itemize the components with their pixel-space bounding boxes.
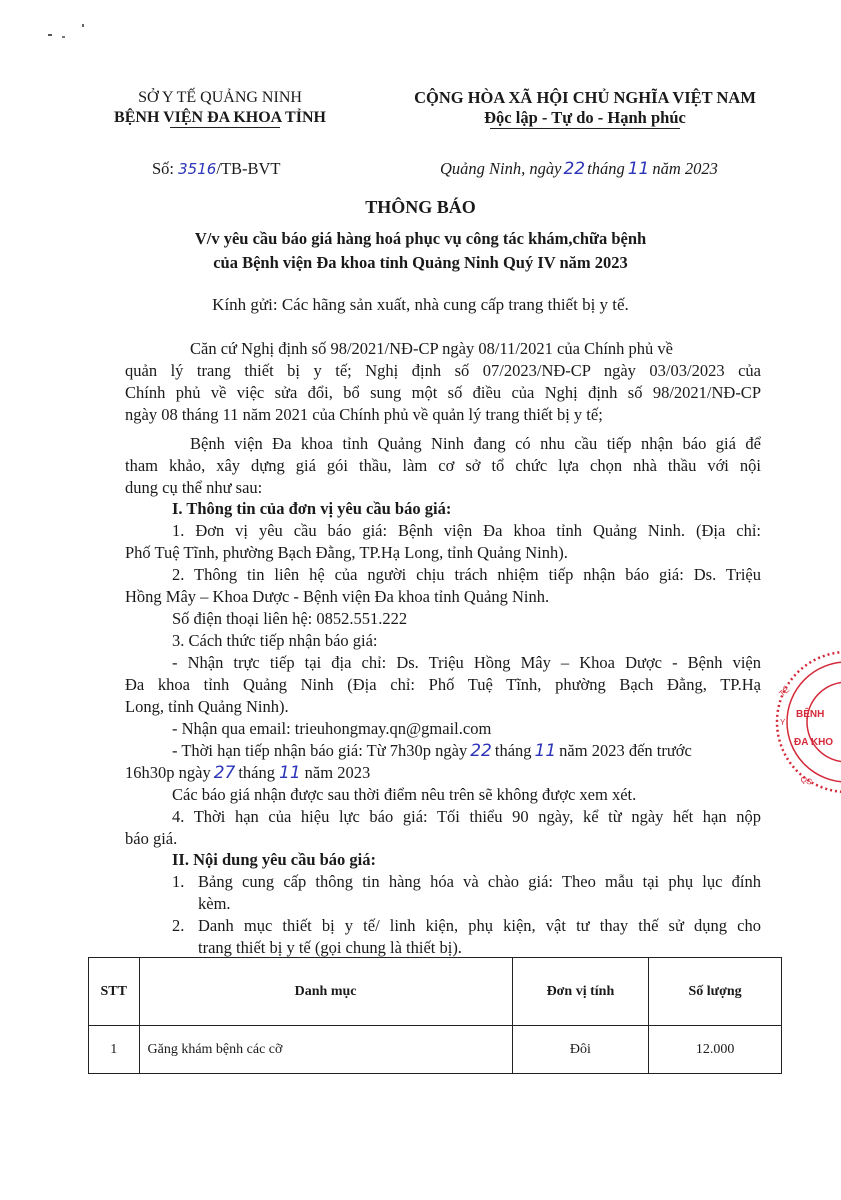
body-line: quản lý trang thiết bị y tế; Nghị định số 07/2023/NĐ-CP ngày 03/03/2023 của <box>125 361 761 380</box>
cell-item: Găng khám bệnh các cỡ <box>139 1026 512 1074</box>
body-line: trang thiết bị y tế (gọi chung là thiết bị). <box>198 938 462 957</box>
header-qty: Số lượng <box>649 958 782 1026</box>
header-unit: Đơn vị tính <box>512 958 648 1026</box>
body-line: Bảng cung cấp thông tin hàng hóa và chào giá: Theo mẫu tại phụ lục đính <box>198 872 761 891</box>
svg-text:QS: QS <box>799 774 814 787</box>
notice-subject-line2: của Bệnh viện Đa khoa tỉnh Quảng Ninh Quý IV năm 2023 <box>213 253 628 272</box>
body-line: ngày 08 tháng 11 năm 2021 của Chính phủ về quản lý trang thiết bị y tế; <box>125 405 603 424</box>
stamp-icon <box>770 647 841 797</box>
body-line: Danh mục thiết bị y tế/ linh kiện, phụ kiện, vật tư thay thế sử dụng cho <box>198 916 761 935</box>
deadline-line1: - Thời hạn tiếp nhận báo giá: Từ 7h30p ngày 22 tháng 11 năm 2023 đến trước <box>172 741 692 761</box>
body-line: kèm. <box>198 894 231 913</box>
scan-speck <box>82 24 84 27</box>
body-line: 2. Thông tin liên hệ của người chịu trách nhiệm tiếp nhận báo giá: Ds. Triệu <box>172 565 761 584</box>
date-line: Quảng Ninh, ngày 22 tháng 11 năm 2023 <box>440 159 718 179</box>
body-line: Chính phủ về việc sửa đổi, bổ sung một số điều của Nghị định số 98/2021/NĐ-CP <box>125 383 761 402</box>
body-line: báo giá. <box>125 829 178 848</box>
scan-speck <box>62 36 65 38</box>
body-line: Bệnh viện Đa khoa tỉnh Quảng Ninh đang có nhu cầu tiếp nhận báo giá để <box>190 434 761 453</box>
body-line: 4. Thời hạn của hiệu lực báo giá: Tối thiểu 90 ngày, kể từ ngày hết hạn nộp <box>172 807 761 826</box>
cell-qty: 12.000 <box>649 1026 782 1074</box>
section-heading-1: I. Thông tin của đơn vị yêu cầu báo giá: <box>172 499 452 518</box>
handwritten-day: 22 <box>563 159 586 179</box>
handwritten-day: 22 <box>470 741 492 761</box>
hospital-name: BỆNH VIỆN ĐA KHOA TỈNH <box>114 109 326 126</box>
svg-text:TẾ: TẾ <box>777 685 792 699</box>
ministry-name: SỞ Y TẾ QUẢNG NINH <box>138 89 302 106</box>
contact-phone: Số điện thoại liên hệ: 0852.551.222 <box>172 609 408 628</box>
stamp-text: BỆNH <box>796 709 825 720</box>
stamp-text: ĐA KHO <box>794 737 834 748</box>
body-line: Long, tỉnh Quảng Ninh). <box>125 697 289 716</box>
body-line: - Nhận trực tiếp tại địa chỉ: Ds. Triệu Hồng Mây – Khoa Dược - Bệnh viện <box>172 653 761 672</box>
handwritten-month: 11 <box>534 741 557 761</box>
svg-text:Y: Y <box>780 718 786 727</box>
table-header-row <box>89 958 782 1026</box>
cell-unit: Đôi <box>512 1026 648 1074</box>
handwritten-number: 3516 <box>178 160 217 178</box>
body-line: Đa khoa tỉnh Quảng Ninh (Địa chỉ: Phố Tuệ Tĩnh, phường Bạch Đằng, TP.Hạ <box>125 675 761 694</box>
header-stt: STT <box>89 958 140 1026</box>
header-item: Danh mục <box>139 958 512 1026</box>
body-line: 3. Cách thức tiếp nhận báo giá: <box>172 631 378 650</box>
list-number: 2. <box>172 916 185 935</box>
document-number: Số: 3516/TB-BVT <box>152 159 281 178</box>
recipient-line: Kính gửi: Các hãng sản xuất, nhà cung cấp trang thiết bị y tế. <box>212 295 629 314</box>
body-line: 1. Đơn vị yêu cầu báo giá: Bệnh viện Đa khoa tỉnh Quảng Ninh. (Địa chỉ: <box>172 521 761 540</box>
national-motto: Độc lập - Tự do - Hạnh phúc <box>484 108 686 127</box>
notice-subject-line1: V/v yêu cầu báo giá hàng hoá phục vụ công tác khám,chữa bệnh <box>194 229 647 248</box>
body-line: tham khảo, xây dựng giá gói thầu, làm cơ sở tổ chức lựa chọn nhà thầu với nội <box>125 456 761 475</box>
deadline-line2: 16h30p ngày 27 tháng 11 năm 2023 <box>125 763 371 783</box>
table-row <box>89 1026 782 1074</box>
section-heading-2: II. Nội dung yêu cầu báo giá: <box>172 850 377 869</box>
header-right-underline <box>490 128 680 129</box>
handwritten-day: 27 <box>213 763 236 783</box>
list-number: 1. <box>172 872 185 891</box>
body-line: Căn cứ Nghị định số 98/2021/NĐ-CP ngày 08/11/2021 của Chính phủ về <box>190 339 673 358</box>
equipment-table <box>88 957 782 1074</box>
cell-stt: 1 <box>89 1026 140 1074</box>
body-line: dung cụ thể như sau: <box>125 478 263 497</box>
handwritten-month: 11 <box>279 763 301 783</box>
body-line: Hồng Mây – Khoa Dược - Bệnh viện Đa khoa tỉnh Quảng Ninh. <box>125 587 550 606</box>
scan-speck <box>48 34 52 36</box>
national-title: CỘNG HÒA XÃ HỘI CHỦ NGHĨA VIỆT NAM <box>414 88 756 107</box>
late-submission-note: Các báo giá nhận được sau thời điểm nêu trên sẽ không được xem xét. <box>172 785 637 804</box>
official-stamp <box>770 647 841 797</box>
handwritten-month: 11 <box>627 159 650 179</box>
notice-title: THÔNG BÁO <box>365 197 476 217</box>
header-left-underline <box>170 127 280 128</box>
contact-email: - Nhận qua email: trieuhongmay.qn@gmail.com <box>172 719 492 738</box>
body-line: Phố Tuệ Tĩnh, phường Bạch Đằng, TP.Hạ Long, tỉnh Quảng Ninh). <box>125 543 568 562</box>
